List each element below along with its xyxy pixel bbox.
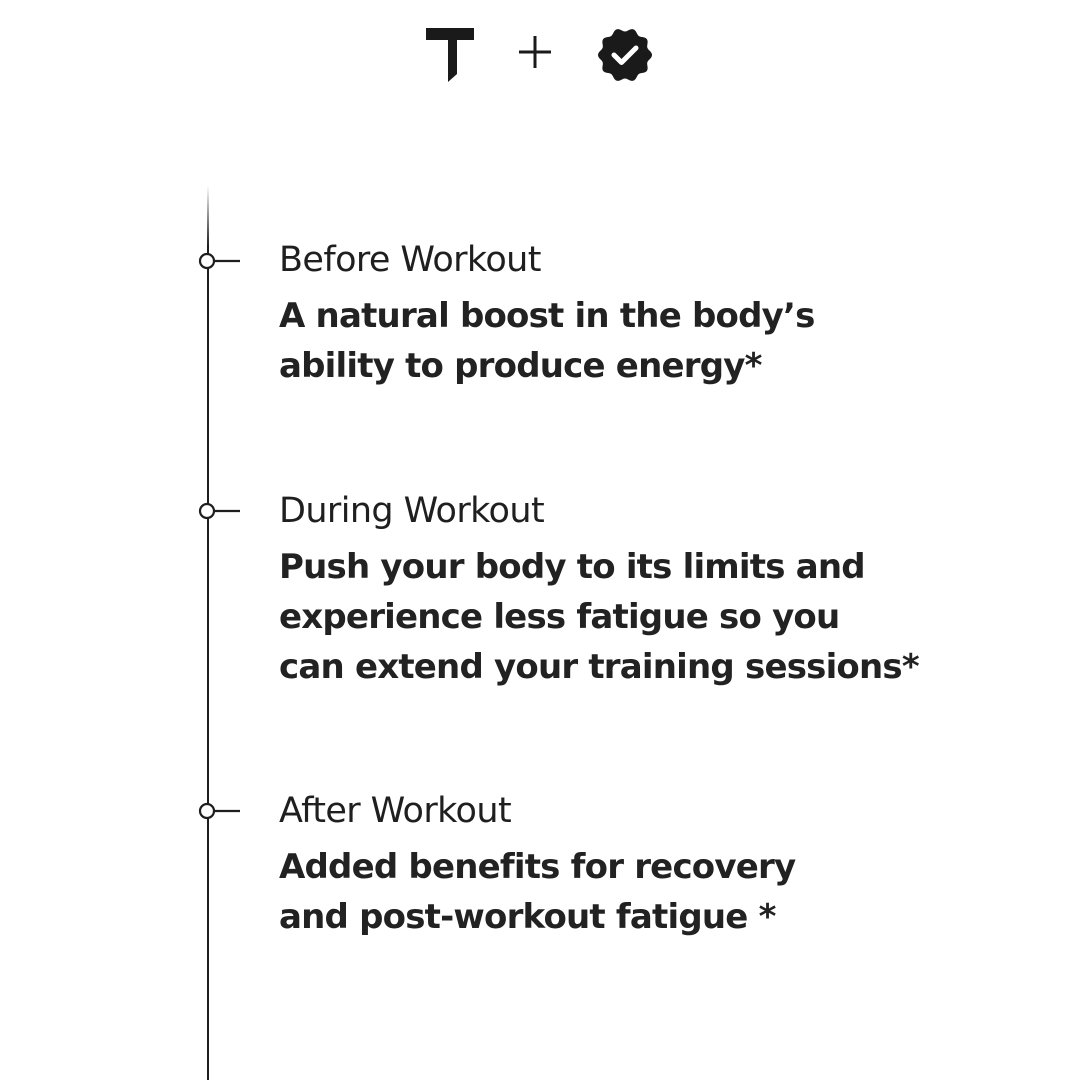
timeline-line xyxy=(207,186,209,1080)
brand-t-logo-icon xyxy=(424,26,476,84)
description-line: ability to produce energy* xyxy=(279,346,762,386)
description-line: experience less fatigue so you xyxy=(279,597,840,637)
timeline-node-marker xyxy=(196,801,244,821)
description-line: A natural boost in the body’s xyxy=(279,296,815,336)
description-line: Push your body to its limits and xyxy=(279,547,865,587)
description-line: can extend your training sessions* xyxy=(279,647,919,687)
timeline-node-marker xyxy=(196,251,244,271)
timeline-item-description xyxy=(279,542,919,692)
verified-check-badge-icon xyxy=(595,25,655,85)
plus-icon xyxy=(515,32,555,72)
timeline-item-title: Before Workout xyxy=(279,240,541,280)
description-line: Added benefits for recovery xyxy=(279,847,796,887)
timeline-item-description xyxy=(279,842,795,942)
timeline-node-marker xyxy=(196,501,244,521)
timeline-item-title: After Workout xyxy=(279,791,512,831)
description-line: and post-workout fatigue * xyxy=(279,897,776,937)
timeline-item-description xyxy=(279,291,815,391)
header-logos xyxy=(0,22,1080,86)
timeline-item-title: During Workout xyxy=(279,491,545,531)
badge-scalloped-shape xyxy=(598,29,652,81)
